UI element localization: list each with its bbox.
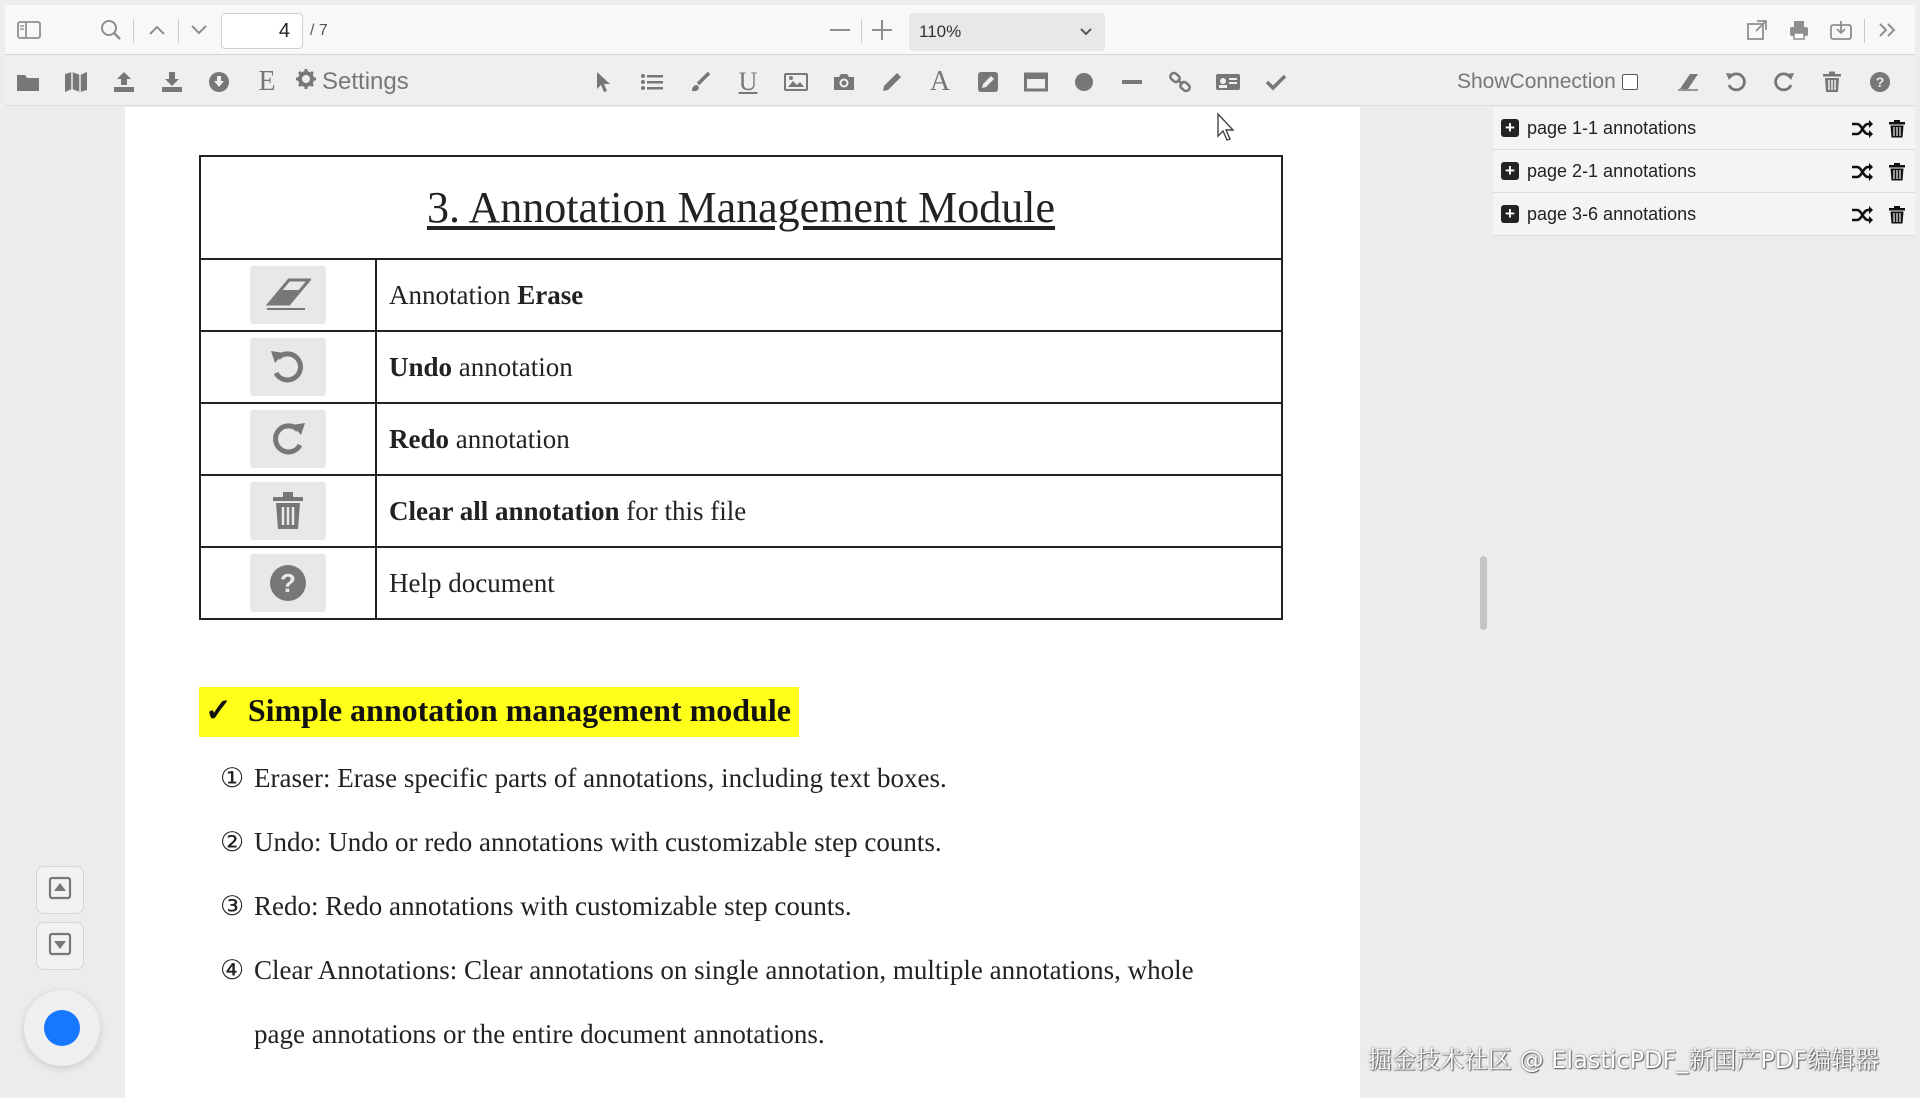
eraser-icon — [250, 266, 326, 324]
map-icon[interactable] — [59, 65, 93, 99]
undo-icon[interactable] — [1719, 65, 1753, 99]
scroll-to-top-button[interactable] — [36, 866, 84, 914]
annotation-group-item[interactable] — [1493, 193, 1915, 236]
redo-icon[interactable] — [1767, 65, 1801, 99]
text-icon[interactable]: A — [929, 66, 951, 97]
image-icon[interactable] — [779, 65, 813, 99]
delete-trash-icon[interactable] — [1885, 118, 1909, 140]
zoom-value: 110% — [919, 22, 962, 41]
table-row — [200, 331, 1282, 403]
arrow-up-box-icon — [48, 876, 72, 905]
open-external-icon[interactable] — [1741, 14, 1773, 46]
upload-icon[interactable] — [107, 65, 141, 99]
table-cell-description: Undo annotation — [376, 331, 1282, 403]
show-connection-toggle[interactable] — [1457, 67, 1638, 97]
svg-text:?: ? — [1875, 74, 1885, 90]
annotation-group-label: page 3-6 annotations — [1527, 203, 1697, 224]
rectangle-icon[interactable] — [1019, 65, 1053, 99]
mouse-cursor-icon — [1216, 112, 1236, 147]
download-icon[interactable] — [1825, 14, 1857, 46]
download-file-icon[interactable] — [155, 65, 189, 99]
more-tools-icon[interactable] — [1871, 14, 1903, 46]
show-connection-checkbox[interactable] — [1622, 74, 1638, 90]
shuffle-icon[interactable] — [1850, 161, 1874, 183]
id-card-icon[interactable] — [1211, 65, 1245, 99]
table-cell-description: Redo annotation — [376, 403, 1282, 475]
settings-button[interactable] — [296, 67, 409, 97]
page-number-input[interactable]: 4 — [221, 13, 303, 49]
arrow-down-box-icon — [48, 932, 72, 961]
eraser-icon[interactable] — [1671, 65, 1705, 99]
list-item: ③ Redo: Redo annotations with customizable step counts. — [220, 891, 852, 921]
settings-label: Settings — [322, 68, 409, 95]
brush-icon[interactable] — [683, 65, 717, 99]
annotation-group-label: page 1-1 annotations — [1527, 117, 1697, 138]
camera-icon[interactable] — [827, 65, 861, 99]
undo-icon — [250, 338, 326, 396]
check-mark-icon: ✓ — [205, 692, 232, 728]
search-icon[interactable] — [95, 14, 127, 46]
zoom-select[interactable] — [909, 13, 1105, 51]
expand-plus-icon[interactable]: + — [1501, 162, 1519, 180]
e-icon[interactable]: E — [258, 66, 276, 97]
feature-table — [199, 155, 1283, 620]
circle-icon[interactable] — [1067, 65, 1101, 99]
previous-page-icon[interactable] — [141, 14, 173, 46]
annotation-group-label: page 2-1 annotations — [1527, 160, 1697, 181]
list-item: ④ Clear Annotations: Clear annotations on single annotation, multiple annotations, whole — [220, 955, 1194, 985]
pointer-icon[interactable] — [587, 65, 621, 99]
svg-text:?: ? — [280, 568, 296, 598]
line-icon[interactable] — [1115, 65, 1149, 99]
circle-arrow-down-icon[interactable] — [202, 65, 236, 99]
sidebar-toggle-icon[interactable] — [13, 14, 45, 46]
trash-icon — [250, 482, 326, 540]
show-connection-label: ShowConnection — [1457, 70, 1616, 93]
shuffle-icon[interactable] — [1850, 204, 1874, 226]
table-row — [200, 475, 1282, 547]
zoom-out-icon[interactable] — [824, 14, 856, 46]
table-cell-description: Annotation Erase — [376, 259, 1282, 331]
table-row — [200, 547, 1282, 619]
annotation-toolbar — [5, 56, 1915, 106]
check-icon[interactable] — [1259, 65, 1293, 99]
chevron-down-icon — [1079, 13, 1093, 51]
table-cell-description: Clear all annotation for this file — [376, 475, 1282, 547]
page-total-label: / 7 — [310, 22, 328, 39]
annotations-panel — [1493, 107, 1915, 237]
table-row — [200, 259, 1282, 331]
next-page-icon[interactable] — [183, 14, 215, 46]
help-icon — [250, 554, 326, 612]
print-icon[interactable] — [1783, 14, 1815, 46]
link-icon[interactable] — [1163, 65, 1197, 99]
scrollbar-thumb[interactable] — [1480, 556, 1487, 630]
section-heading: ✓ Simple annotation management module — [199, 687, 799, 737]
list-item: ① Eraser: Erase specific parts of annotations, including text boxes. — [220, 763, 947, 793]
expand-plus-icon[interactable]: + — [1501, 119, 1519, 137]
pdf-page[interactable] — [125, 107, 1360, 1098]
list-icon[interactable] — [635, 65, 669, 99]
edit-box-icon[interactable] — [971, 65, 1005, 99]
folder-icon[interactable] — [11, 65, 45, 99]
trash-icon[interactable] — [1815, 65, 1849, 99]
pencil-icon[interactable] — [875, 65, 909, 99]
redo-icon — [250, 410, 326, 468]
watermark-text: 掘金技术社区 @ ElasticPDF_新国产PDF编辑器 — [1368, 1046, 1880, 1074]
delete-trash-icon[interactable] — [1885, 204, 1909, 226]
scroll-to-bottom-button[interactable] — [36, 922, 84, 970]
underline-icon[interactable]: U — [738, 67, 758, 96]
delete-trash-icon[interactable] — [1885, 161, 1909, 183]
zoom-in-icon[interactable] — [866, 14, 898, 46]
viewer-toolbar — [5, 5, 1915, 55]
blue-dot-icon — [44, 1010, 80, 1046]
expand-plus-icon[interactable]: + — [1501, 205, 1519, 223]
annotation-group-item[interactable] — [1493, 150, 1915, 193]
annotation-group-item[interactable] — [1493, 107, 1915, 150]
table-row — [200, 403, 1282, 475]
list-item: page annotations or the entire document annotations. — [254, 1019, 825, 1049]
shuffle-icon[interactable] — [1850, 118, 1874, 140]
list-item: ② Undo: Undo or redo annotations with customizable step counts. — [220, 827, 942, 857]
floating-action-button[interactable] — [24, 990, 100, 1066]
page-title: 3. Annotation Management Module — [200, 156, 1282, 259]
gear-icon — [296, 68, 316, 96]
table-cell-description: Help document — [376, 547, 1282, 619]
help-icon[interactable] — [1863, 65, 1897, 99]
